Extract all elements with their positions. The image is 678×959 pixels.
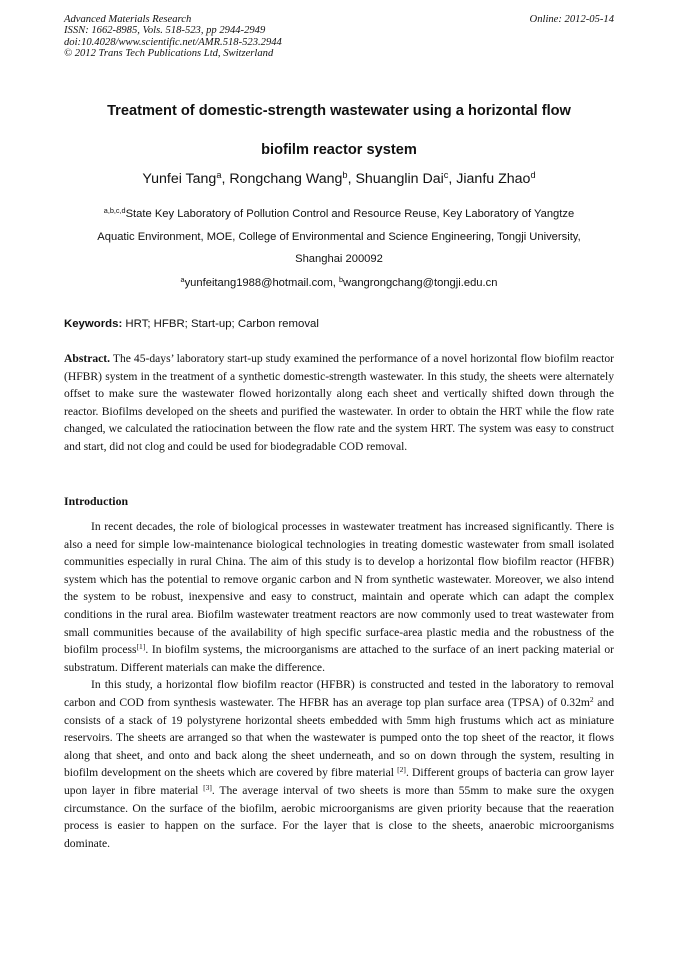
doi-line: doi:10.4028/www.scientific.net/AMR.518-523.2944 [64, 36, 282, 48]
email-mark: b [338, 275, 344, 284]
author-mark: c [443, 169, 449, 180]
title-line-2: biofilm reactor system [261, 142, 417, 158]
author-name: Shuanglin Dai [355, 171, 444, 187]
author-mark: a [216, 169, 222, 180]
journal-name: Advanced Materials Research [64, 14, 192, 25]
affiliation [64, 203, 614, 271]
intro-text: . The average interval of two sheets is more than 55mm to make sure the oxygen circumstance. On the surface of the biofilm, aerobic microorganisms are given priority because that the reaeration process is easier to happen on the surface. For the layer that is close to the sheets, anaerobic microorganisms dominate. [64, 783, 614, 850]
intro-paragraph-2 [64, 676, 614, 852]
author-name: Jianfu Zhao [456, 171, 531, 187]
issn-line: ISSN: 1662-8985, Vols. 518-523, pp 2944-2949 [64, 25, 266, 37]
citation: [3] [203, 782, 212, 792]
unit-superscript: 2 [589, 694, 594, 704]
intro-text: In recent decades, the role of biological processes in wastewater treatment has increased significantly. There is also a need for simple low-maintenance biological technologies in treating domestic wastewater from small isolated communities especially in rural China. The aim of this study is to develop a horizontal flow biofilm reactor (HFBR) system which has the potential to remove organic carbon and N from synthetic wastewater. Moreover, we also intend the system to be robust, inexpensive and easy to construct, maintain and operate which can adapt the complex conditions in the rural area. Biofilm wastewater treatment reactors are now commonly used to treat wastewater from small communities because of the availability of high specific surface-area plastic media and the robustness of the biofilm process [64, 520, 614, 657]
paper-title [64, 92, 614, 170]
affiliation-line-3: Shanghai 200092 [295, 253, 383, 265]
journal-header [64, 14, 614, 60]
email-mark: a [180, 275, 185, 284]
author-name: Rongchang Wang [229, 171, 343, 187]
intro-text: and consists of a stack of 19 polystyrene horizontal sheets embedded with 5mm high frustums which act as miniature reservoirs. The sheets are arranged so that when the wastewater is pumped onto the top sheet of the reactor, it flows along that sheet, and onto and back along the sheet underneath, and so on down through the system, resulting in biofilm development on the sheets which are covered by fibre material [64, 695, 614, 780]
author-list: Yunfei Tang$^a$, Rongchang Wang$^b$, Shuanglin Dai$^c$, Jianfu Zhao$^d$ [142, 169, 536, 187]
keywords [64, 316, 614, 332]
email-address: wangrongchang@tongji.edu.cn [343, 277, 498, 289]
affiliation-marks: a,b,c,d [103, 206, 126, 215]
affiliation-line-1: State Key Laboratory of Pollution Control and Resource Reuse, Key Laboratory of Yangtze [125, 208, 575, 220]
keywords-text: HRT; HFBR; Start-up; Carbon removal [125, 318, 319, 330]
title-line-1: Treatment of domestic-strength wastewater using a horizontal flow [107, 103, 571, 119]
author-mark: b [342, 169, 348, 180]
citation: [2] [397, 765, 406, 775]
intro-paragraph-1 [64, 518, 614, 676]
keywords-label: Keywords: [64, 318, 123, 330]
abstract-text: The 45-days’ laboratory start-up study examined the performance of a novel horizontal flow biofilm reactor (HFBR) system in the treatment of a synthetic domestic-strength wastewater. In this study, the sheets were alternately offset to make sure the wastewater flowed horizontally along each sheet and vertically shifted down through the reactor. Biofilms developed on the sheets and purified the wastewater. In order to obtain the HRT while the flow rate changed, we calculated the ratiocination between the flow rate and the system HRT. The system was easy to construct and start, did not clog and could be used for biodegradable COD removal. [64, 352, 614, 453]
author-mark: d [530, 169, 536, 180]
intro-text: . Different groups of bacteria can grow layer upon layer in fibre material [64, 766, 614, 797]
email-line: $^a$yunfeitang1988@hotmail.com, $^b$wangrongchang@tongji.edu.cn [180, 275, 498, 289]
intro-text: In this study, a horizontal flow biofilm reactor (HFBR) is constructed and tested in the laboratory to removal carbon and COD from synthesis wastewater. The HFBR has an average top plan surface area (TPSA) of 0.32m [64, 678, 614, 709]
introduction-body [64, 518, 614, 852]
email-address: yunfeitang1988@hotmail.com [184, 277, 333, 289]
author-name: Yunfei Tang [142, 171, 217, 187]
abstract [64, 350, 614, 456]
citation: [1] [136, 642, 146, 652]
copyright-line: © 2012 Trans Tech Publications Ltd, Switzerland [64, 48, 274, 60]
intro-text: . In biofilm systems, the microorganisms are attached to the surface of an inert packing material or substratum. Different materials can make the difference. [64, 643, 614, 674]
introduction-heading: Introduction [64, 494, 129, 508]
affiliation-line-2: Aquatic Environment, MOE, College of Environmental and Science Engineering, Tongji University, [97, 230, 581, 243]
abstract-label: Abstract. [64, 352, 111, 365]
online-date: Online: 2012-05-14 [529, 14, 614, 25]
